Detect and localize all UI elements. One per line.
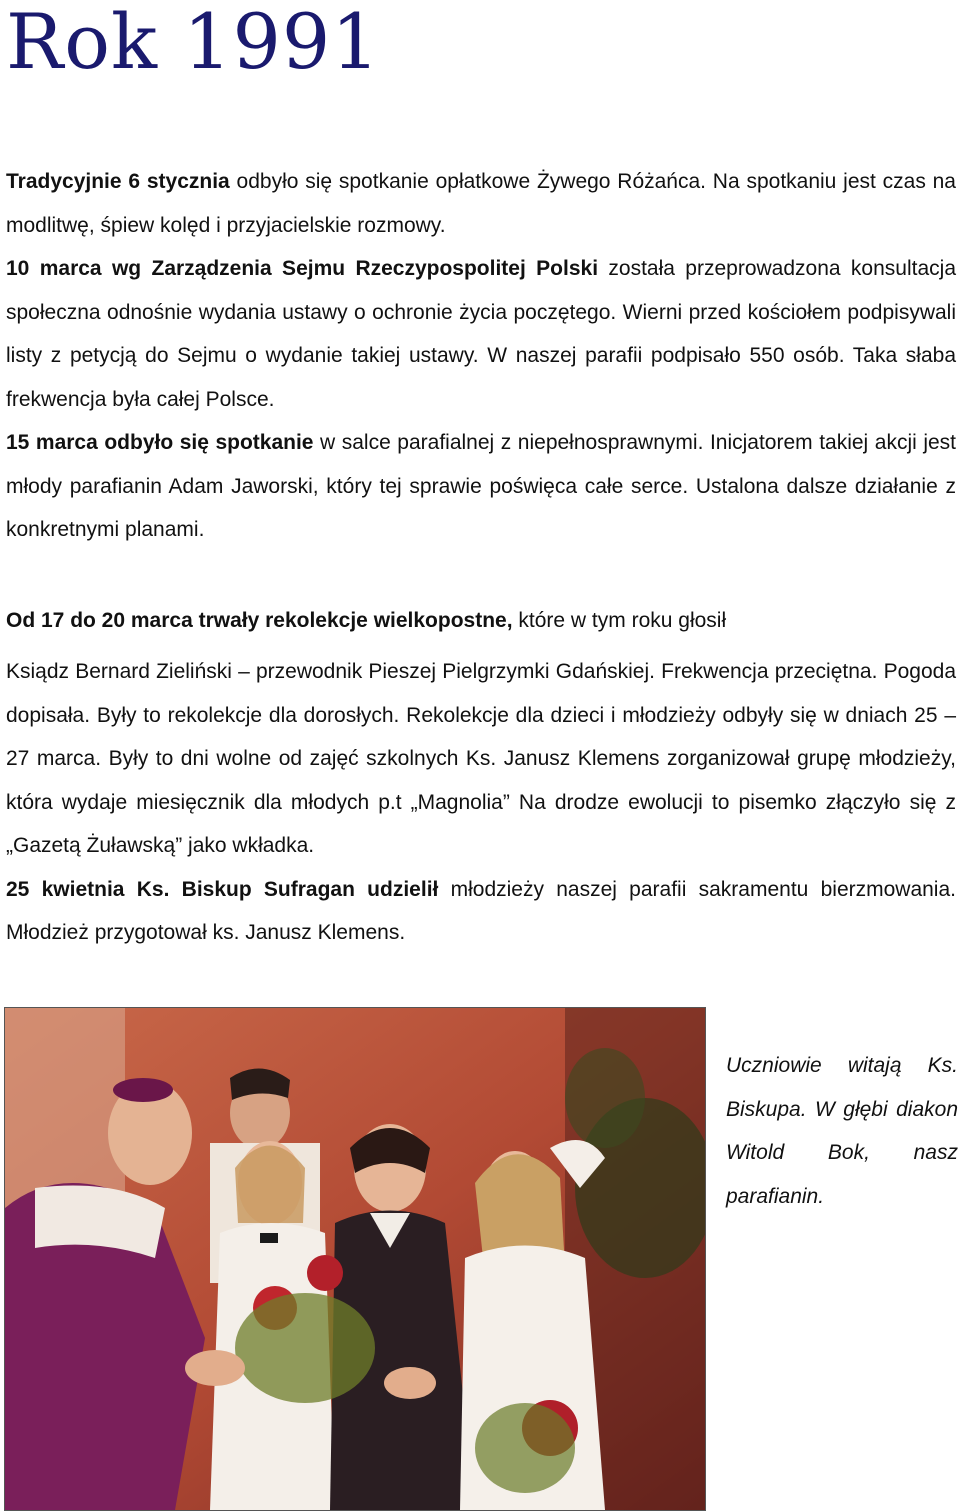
paragraph-konsultacja bbox=[6, 247, 956, 421]
paragraph-rekolekcje-cd bbox=[6, 650, 956, 868]
paragraph-text: młodzieży naszej parafii sakramentu bierzmowania. Młodzież przygotował ks. Janusz Klemens. bbox=[6, 877, 956, 944]
paragraph-lead: 10 marca wg Zarządzenia Sejmu Rzeczypospolitej Polski bbox=[6, 257, 599, 280]
text-block-2 bbox=[6, 597, 956, 955]
bierzmowanie-photo bbox=[4, 1007, 706, 1511]
paragraph-lead: Tradycyjnie 6 stycznia bbox=[6, 170, 230, 193]
paragraph-text: została przeprowadzona konsultacja społeczna odnośnie wydania ustawy o ochronie życia poczętego. Wierni przed kościołem podpisywali listy z petycją do Sejmu o wydanie takiej ustawy. W naszej parafii podpisało 550 osób. Taka słaba frekwencja była całej Polsce. bbox=[6, 257, 956, 411]
paragraph-rekolekcje bbox=[6, 597, 956, 645]
paragraph-lead: 25 kwietnia Ks. Biskup Sufragan udzielił bbox=[6, 877, 439, 901]
text-block-1 bbox=[6, 160, 956, 552]
paragraph-text: w salce parafialnej z niepełnosprawnymi. Inicjatorem takiej akcji jest młody parafianin Adam Jaworski, który tej sprawie poświęca całe serce. Ustalona dalsze działanie z konkretnymi planami. bbox=[6, 431, 956, 541]
paragraph-opłatek bbox=[6, 160, 956, 247]
paragraph-lead: Od 17 do 20 marca trwały rekolekcje wielkopostne, bbox=[6, 609, 513, 632]
photo-image bbox=[5, 1008, 705, 1510]
paragraph-bierzmowanie bbox=[6, 868, 956, 955]
paragraph-text: Ksiądz Bernard Zieliński – przewodnik Pieszej Pielgrzymki Gdańskiej. Frekwencja przeciętna. Pogoda dopisała. Były to rekolekcje dla dorosłych. Rekolekcje dla dzieci i młodzieży odbyły się w dniach 25 – 27 marca. Były to dni wolne od zajęć szkolnych Ks. Janusz Klemens zorganizował grupę młodzieży, która wydaje miesięcznik dla młodych p.t „Magnolia” Na drodze ewolucji to pisemko złączyło się z „Gazetą Żuławską” jako wkładka. bbox=[6, 660, 956, 857]
paragraph-text: które w tym roku głosił bbox=[512, 609, 727, 632]
photo-caption: Uczniowie witają Ks. Biskupa. W głębi diakon Witold Bok, nasz parafianin. bbox=[726, 1054, 958, 1208]
page-title: Rok 1991 bbox=[6, 0, 381, 86]
paragraph-lead: 15 marca odbyło się spotkanie bbox=[6, 431, 314, 454]
paragraph-niepelnosprawni bbox=[6, 421, 956, 552]
paragraph-text: odbyło się spotkanie opłatkowe Żywego Różańca. Na spotkaniu jest czas na modlitwę, śpiew kolęd i przyjacielskie rozmowy. bbox=[6, 170, 956, 237]
